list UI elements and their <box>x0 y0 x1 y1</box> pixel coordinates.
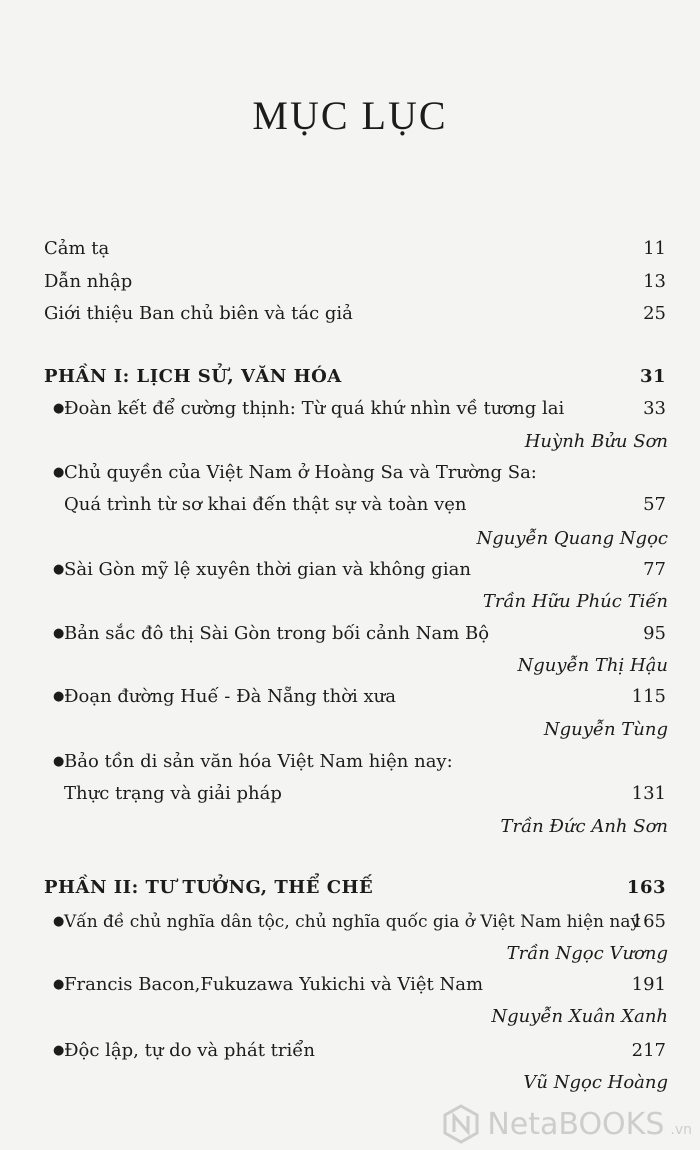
entry-title-continuation <box>64 494 666 516</box>
entry-page-number: 57 <box>643 494 666 515</box>
part-heading <box>44 877 666 899</box>
entry-author: Huỳnh Bửu Sơn <box>524 431 668 452</box>
part-heading <box>44 366 666 388</box>
netabooks-logo-icon <box>441 1104 481 1144</box>
entry-author: Nguyễn Tùng <box>543 719 668 740</box>
entry-title: Bản sắc đô thị Sài Gòn trong bối cảnh Nam Bộ <box>64 623 490 644</box>
bullet-icon: ● <box>53 754 65 769</box>
toc-entry <box>53 686 666 708</box>
entry-page-number: 191 <box>631 974 666 995</box>
part-title: PHẦN II: TƯ TƯỞNG, THỂ CHẾ <box>44 877 374 898</box>
toc-page-number: 13 <box>643 271 666 292</box>
entry-author: Nguyễn Thị Hậu <box>517 655 668 676</box>
bullet-icon: ● <box>53 401 65 416</box>
toc-entry <box>53 559 666 581</box>
entry-page-number: 95 <box>643 623 666 644</box>
entry-author: Vũ Ngọc Hoàng <box>523 1072 668 1093</box>
page-title: MỤC LỤC <box>252 93 448 138</box>
entry-page-number: 77 <box>643 559 666 580</box>
toc-label: Dẫn nhập <box>44 271 133 292</box>
toc-entry <box>53 1040 666 1062</box>
watermark-suffix: .vn <box>670 1122 692 1138</box>
entry-author: Nguyễn Quang Ngọc <box>476 528 668 549</box>
bullet-icon: ● <box>53 1043 65 1058</box>
entry-title: Bảo tồn di sản văn hóa Việt Nam hiện nay: <box>64 751 453 772</box>
toc-entry <box>53 462 666 484</box>
entry-page-number: 217 <box>631 1040 666 1061</box>
entry-title: Chủ quyền của Việt Nam ở Hoàng Sa và Trường Sa: <box>64 462 537 483</box>
bullet-icon: ● <box>53 465 65 480</box>
toc-entry <box>53 911 666 933</box>
toc-page-number: 25 <box>643 303 666 324</box>
toc-entry <box>53 623 666 645</box>
entry-title: Độc lập, tự do và phát triển <box>64 1040 315 1061</box>
entry-title: Đoàn kết để cường thịnh: Từ quá khứ nhìn về tương lai <box>64 398 565 419</box>
bullet-icon: ● <box>53 914 65 929</box>
entry-title: Đoạn đường Huế - Đà Nẵng thời xưa <box>64 686 397 707</box>
entry-author: Nguyễn Xuân Xanh <box>491 1006 668 1027</box>
bullet-icon: ● <box>53 689 65 704</box>
entry-page-number: 165 <box>631 911 666 932</box>
entry-author: Trần Đức Anh Sơn <box>500 816 668 837</box>
part-title: PHẦN I: LỊCH SỬ, VĂN HÓA <box>44 366 342 387</box>
toc-page-number: 11 <box>643 238 666 259</box>
entry-title: Francis Bacon,Fukuzawa Yukichi và Việt Nam <box>64 974 484 995</box>
toc-row-front <box>44 303 666 325</box>
entry-page-number: 131 <box>631 783 666 804</box>
entry-title-line2: Thực trạng và giải pháp <box>64 783 282 804</box>
entry-title: Sài Gòn mỹ lệ xuyên thời gian và không gian <box>64 559 471 580</box>
bullet-icon: ● <box>53 626 65 641</box>
part-page-number: 163 <box>626 877 666 898</box>
entry-title: Vấn đề chủ nghĩa dân tộc, chủ nghĩa quốc gia ở Việt Nam hiện nay <box>64 912 641 932</box>
toc-entry <box>53 398 666 420</box>
part-page-number: 31 <box>639 366 666 387</box>
toc-row-front <box>44 238 666 260</box>
toc-entry <box>53 974 666 996</box>
entry-page-number: 115 <box>631 686 666 707</box>
toc-label: Cảm tạ <box>44 238 110 259</box>
entry-title-line2: Quá trình từ sơ khai đến thật sự và toàn vẹn <box>64 494 467 515</box>
toc-row-front <box>44 271 666 293</box>
entry-title-continuation <box>64 783 666 805</box>
watermark <box>441 1104 692 1144</box>
bullet-icon: ● <box>53 562 65 577</box>
bullet-icon: ● <box>53 977 65 992</box>
toc-label: Giới thiệu Ban chủ biên và tác giả <box>44 303 353 324</box>
watermark-brand: NetaBOOKS <box>487 1106 665 1142</box>
entry-author: Trần Hữu Phúc Tiến <box>482 591 668 612</box>
toc-entry <box>53 751 666 773</box>
entry-page-number: 33 <box>643 398 666 419</box>
entry-author: Trần Ngọc Vương <box>506 943 668 964</box>
